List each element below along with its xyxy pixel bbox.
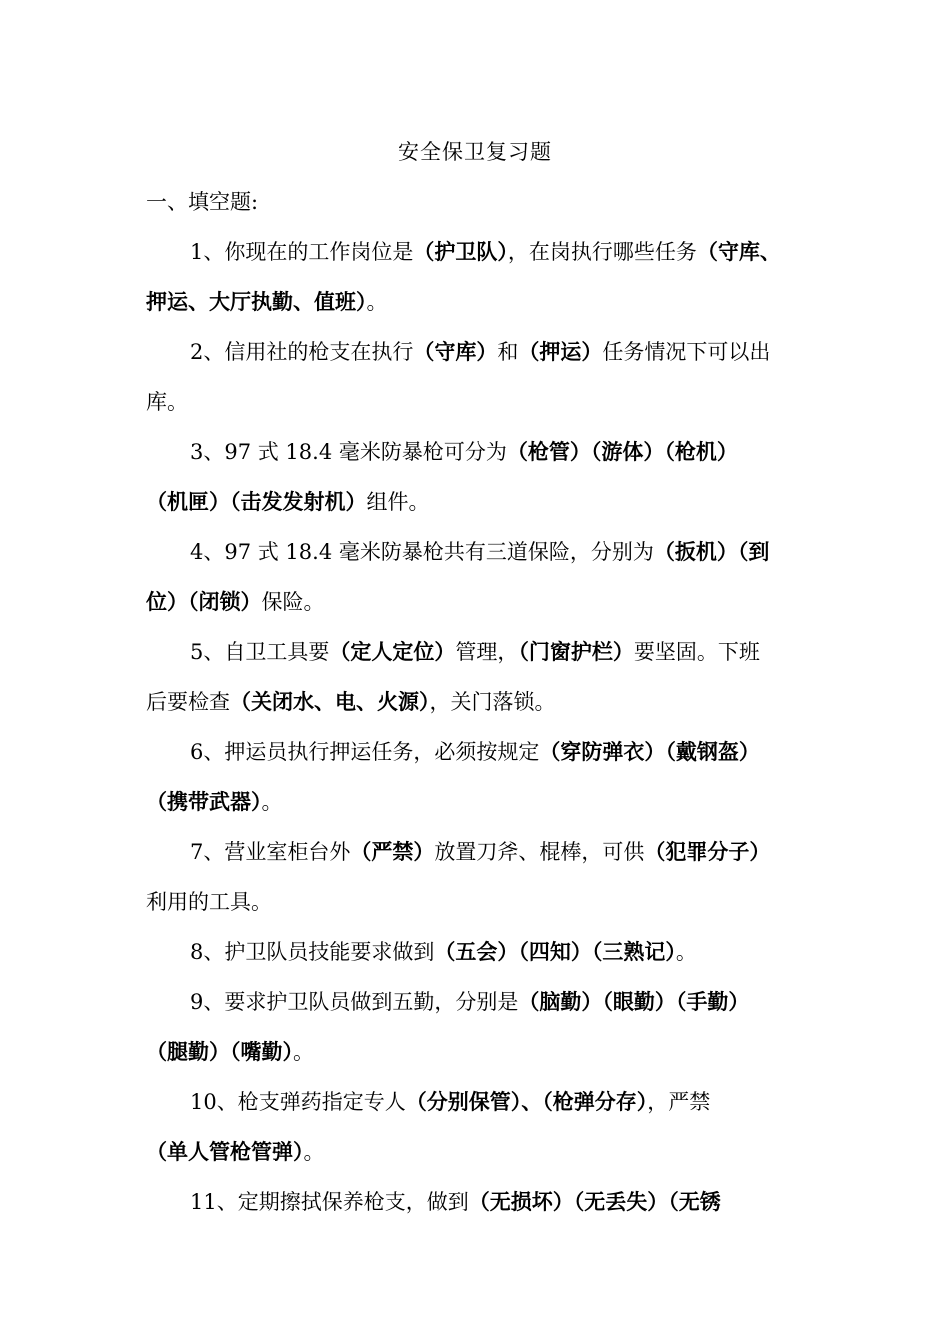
question-4-line-1 — [190, 532, 769, 572]
question-1-line-1 — [190, 232, 781, 272]
question-text: 8、护卫队员技能要求做到 — [190, 940, 435, 964]
answer-text: （机匣）（击发发射机） — [146, 489, 367, 514]
question-10-line-1 — [190, 1082, 710, 1122]
question-9-line-2 — [146, 1032, 314, 1072]
answer-text: （脑勤）（眼勤）（手勤） — [518, 989, 750, 1014]
answer-text: （严禁） — [350, 839, 435, 864]
question-9-line-1 — [190, 982, 749, 1022]
answer-text: （五会）（四知）（三熟记） — [434, 939, 676, 964]
question-text: 放置刀斧、棍棒，可供 — [434, 840, 645, 864]
question-text: 7、营业室柜台外 — [190, 840, 351, 864]
answer-text: （扳机）（到 — [653, 539, 770, 564]
question-text: 3、97 式 18.4 毫米防暴枪可分为 — [190, 440, 507, 464]
question-text: 1、你现在的工作岗位是 — [190, 240, 414, 264]
answer-text: （定人定位） — [329, 639, 456, 664]
question-7-line-2 — [146, 882, 272, 922]
question-text: 后要检查 — [146, 690, 230, 714]
answer-text: （分别保管）、（枪弹分存） — [405, 1089, 648, 1114]
answer-text: （门窗护栏） — [518, 639, 634, 664]
answer-text: （腿勤）（嘴勤） — [146, 1039, 293, 1064]
question-text: 6、押运员执行押运任务，必须按规定 — [190, 740, 540, 764]
question-11-line-1 — [190, 1182, 721, 1222]
question-8-line-1 — [190, 932, 697, 972]
question-text: 2、信用社的枪支在执行 — [190, 340, 414, 364]
answer-text: 位）（闭锁） — [146, 589, 262, 614]
answer-text: （守库） — [413, 339, 498, 364]
question-text: 9、要求护卫队员做到五勤，分别是 — [190, 990, 519, 1014]
question-text: 管理， — [455, 640, 519, 664]
question-text: 。 — [261, 790, 283, 814]
question-text: 库。 — [146, 390, 188, 414]
question-text: 利用的工具。 — [146, 890, 272, 914]
question-6-line-1 — [190, 732, 760, 772]
answer-text: （枪管）（游体）（枪机） — [506, 439, 738, 464]
question-6-line-2 — [146, 782, 283, 822]
question-3-line-1 — [190, 432, 738, 472]
section-heading: 一、填空题: — [146, 190, 259, 214]
question-3-line-2 — [146, 482, 430, 522]
answer-text: （押运） — [518, 339, 603, 364]
question-2-line-1 — [190, 332, 770, 372]
question-4-line-2 — [146, 582, 325, 622]
answer-text: （单人管枪管弹） — [146, 1139, 304, 1164]
question-text: 。 — [303, 1140, 325, 1164]
question-text: 5、自卫工具要 — [190, 640, 330, 664]
question-text: 11、定期擦拭保养枪支，做到 — [190, 1190, 469, 1214]
question-5-line-1 — [190, 632, 760, 672]
question-text: 组件。 — [366, 490, 430, 514]
question-text: 。 — [675, 940, 697, 964]
question-text: 保险。 — [261, 590, 325, 614]
question-text: 。 — [366, 290, 388, 314]
answer-text: （犯罪分子） — [644, 839, 771, 864]
question-7-line-1 — [190, 832, 770, 872]
question-text: 任务情况下可以出 — [602, 340, 771, 364]
question-text: 4、97 式 18.4 毫米防暴枪共有三道保险，分别为 — [190, 540, 654, 564]
answer-text: （守库、 — [696, 239, 781, 264]
question-1-line-2 — [146, 282, 388, 322]
answer-text: （无损坏）（无丢失）（无锈 — [468, 1189, 721, 1214]
answer-text: （关闭水、电、火源） — [230, 689, 430, 714]
answer-text: （护卫队） — [413, 239, 508, 264]
question-text: ，在岗执行哪些任务 — [507, 240, 697, 264]
question-text: 和 — [497, 340, 519, 364]
answer-text: 押运、大厅执勤、值班） — [146, 289, 367, 314]
question-text: 。 — [293, 1040, 314, 1064]
question-5-line-2 — [146, 682, 556, 722]
answer-text: （穿防弹衣）（戴钢盔） — [539, 739, 760, 764]
answer-text: （携带武器） — [146, 789, 262, 814]
question-text: ，严禁 — [647, 1090, 711, 1114]
question-text: ，关门落锁。 — [429, 690, 556, 714]
question-10-line-2 — [146, 1132, 325, 1172]
question-text: 要坚固。下班 — [633, 640, 760, 664]
question-2-line-2 — [146, 382, 188, 422]
question-text: 10、枪支弹药指定专人 — [190, 1090, 406, 1114]
document-title: 安全保卫复习题 — [398, 140, 552, 164]
